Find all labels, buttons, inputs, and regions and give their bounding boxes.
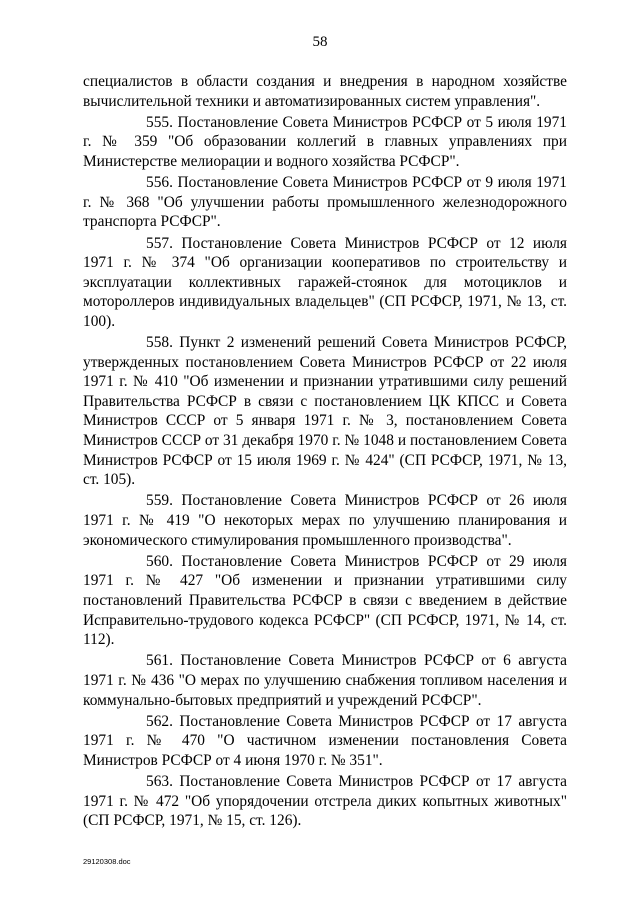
- paragraph-item-558: 558. Пункт 2 изменений решений Совета Министров РСФСР, утвержденных постановлением Совета Министров РСФСР от 22 июля 1971 г. № 410 "Об изменении и признании утратившими силу решений Правительства РСФСР в связи с постановлением ЦК КПСС и Совета Министров СССР от 5 января 1971 г. № 3, постановлением Совета Министров СССР от 31 декабря 1970 г. № 1048 и постановлением Совета Министров РСФСР от 15 июля 1969 г. № 424" (СП РСФСР, 1971, № 13, ст. 105).: [83, 334, 567, 489]
- paragraph-continuation: специалистов в области создания и внедрения в народном хозяйстве вычислительной техники и автоматизированных систем управления".: [83, 73, 567, 110]
- paragraph-item-561: 561. Постановление Совета Министров РСФСР от 6 августа 1971 г. № 436 "О мерах по улучшению снабжения топливом населения и коммунально-бытовых предприятий и учреждений РСФСР".: [83, 652, 567, 709]
- paragraph-item-563: 563. Постановление Совета Министров РСФСР от 17 августа 1971 г. № 472 "Об упорядочении отстрела диких копытных животных" (СП РСФСР, 1971, № 15, ст. 126).: [83, 773, 567, 830]
- document-body: [83, 72, 567, 833]
- paragraph-item-556: 556. Постановление Совета Министров РСФСР от 9 июля 1971 г. № 368 "Об улучшении работы промышленного железнодорожного транспорта РСФСР".: [83, 174, 567, 231]
- page-number: 58: [312, 34, 328, 50]
- paragraph-item-562: 562. Постановление Совета Министров РСФСР от 17 августа 1971 г. № 470 "О частичном изменении постановления Совета Министров РСФСР от 4 июня 1970 г. № 351".: [83, 712, 567, 769]
- paragraph-item-560: 560. Постановление Совета Министров РСФСР от 29 июля 1971 г. № 427 "Об изменении и признании утратившими силу постановлений Правительства РСФСР в связи с введением в действие Исправительно-трудового кодекса РСФСР" (СП РСФСР, 1971, № 14, ст. 112).: [83, 552, 567, 649]
- footer-filename: 29120308.doc: [83, 857, 131, 866]
- paragraph-item-557: 557. Постановление Совета Министров РСФСР от 12 июля 1971 г. № 374 "Об организации кооперативов по строительству и эксплуатации коллективных гаражей-стоянок для мотоциклов и мотороллеров индивидуальных владельцев" (СП РСФСР, 1971, № 13, ст. 100).: [83, 234, 567, 330]
- paragraph-item-555: 555. Постановление Совета Министров РСФСР от 5 июля 1971 г. № 359 "Об образовании коллегий в главных управлениях при Министерстве мелиорации и водного хозяйства РСФСР".: [83, 113, 567, 170]
- paragraph-item-559: 559. Постановление Совета Министров РСФСР от 26 июля 1971 г. № 419 "О некоторых мерах по улучшению планирования и экономического стимулирования промышленного производства".: [83, 492, 567, 549]
